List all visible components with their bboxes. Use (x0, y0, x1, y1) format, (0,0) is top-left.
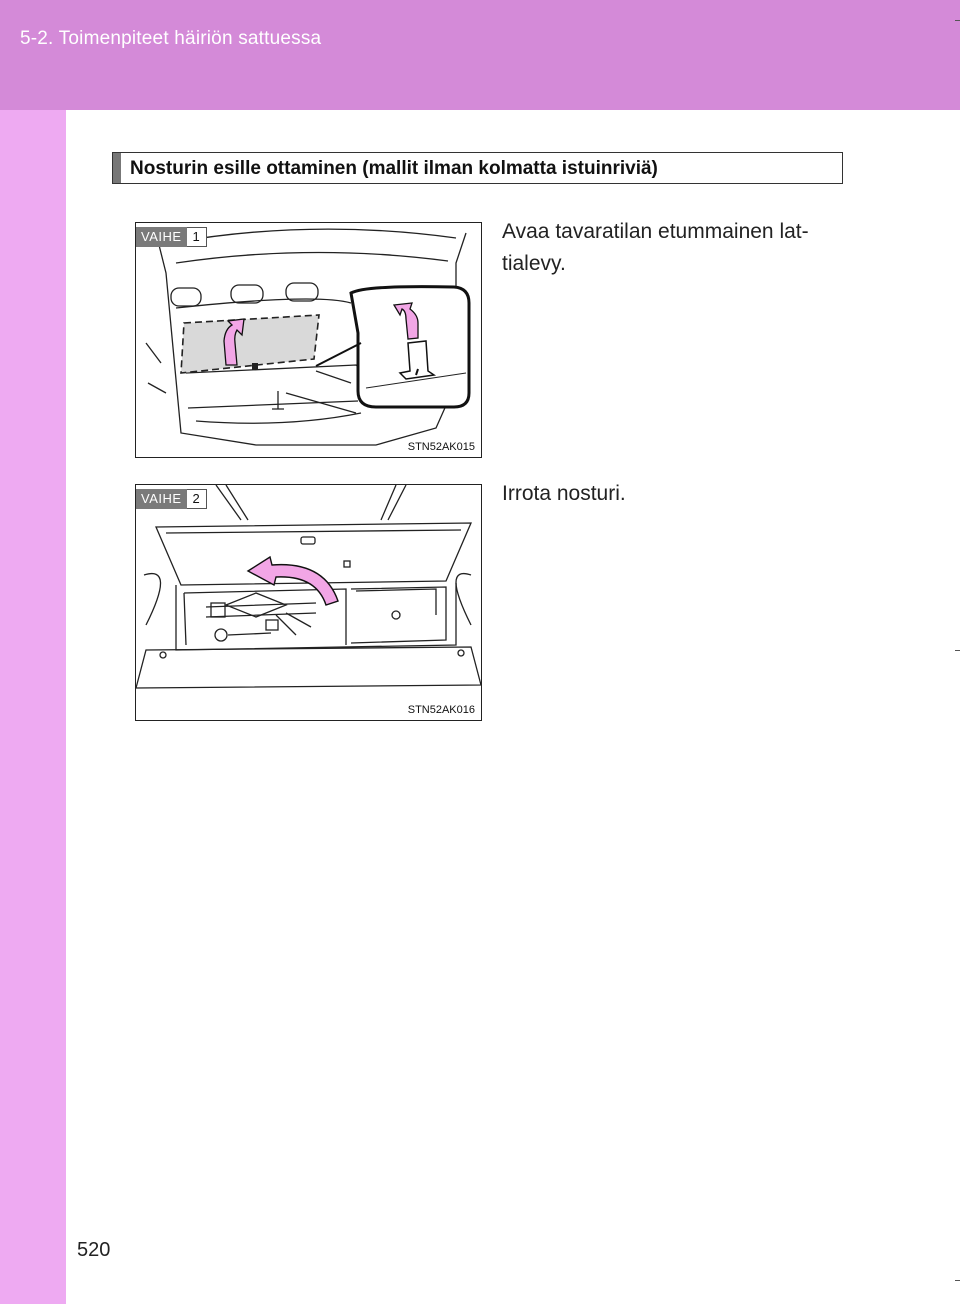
procedure-heading (112, 152, 843, 184)
header-band (0, 0, 960, 110)
figure-step-1 (135, 222, 482, 458)
step-number: 1 (187, 227, 207, 247)
section-title: 5-2. Toimenpiteet häiriön sattuessa (20, 28, 322, 49)
crop-mark (955, 650, 960, 651)
step-word: VAIHE (136, 227, 187, 247)
step-word: VAIHE (136, 489, 187, 509)
instruction-step-2: Irrota nosturi. (502, 482, 626, 505)
trunk-floor-illustration (136, 223, 481, 457)
heading-text: Nosturin esille ottaminen (mallit ilman kolmatta istuinriviä) (130, 158, 658, 179)
figure-code: STN52AK016 (407, 704, 475, 716)
figure-code: STN52AK015 (407, 441, 475, 453)
side-band (0, 110, 66, 1304)
crop-mark (955, 1280, 960, 1281)
jack-compartment-illustration (136, 485, 481, 720)
crop-mark (955, 20, 960, 21)
step-label-2 (136, 489, 207, 509)
heading-accent-bar (113, 153, 121, 183)
step-number: 2 (187, 489, 207, 509)
instruction-step-1: Avaa tavaratilan etummainen lat-tialevy. (502, 220, 809, 275)
step-label-1 (136, 227, 207, 247)
figure-step-2 (135, 484, 482, 721)
page-number: 520 (77, 1239, 111, 1261)
